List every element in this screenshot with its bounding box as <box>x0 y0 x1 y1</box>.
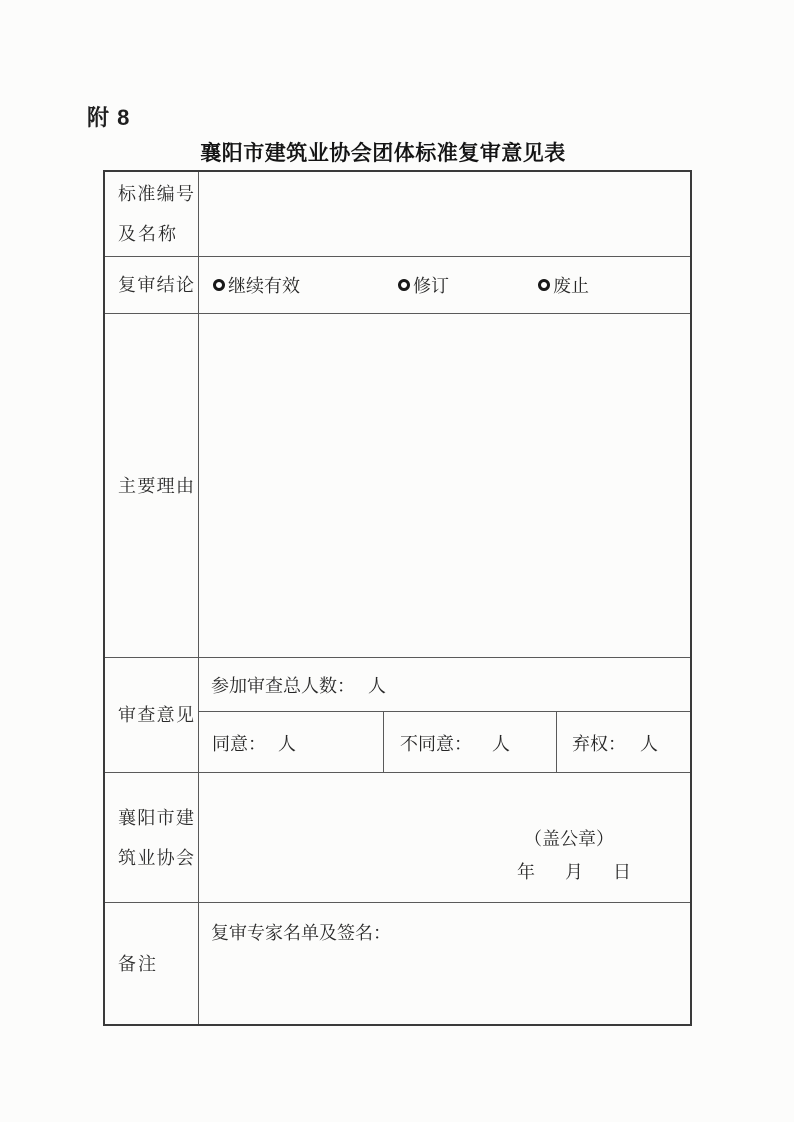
remark-label: 备注 <box>118 953 158 974</box>
option-continue-valid-label: 继续有效 <box>228 276 300 296</box>
vote-abstain-unit: 人 <box>640 733 658 754</box>
review-opinion-table <box>103 170 692 1026</box>
standard-label-line1: 标准编号 <box>118 184 194 204</box>
total-participants-row <box>199 658 690 712</box>
reason-label-cell <box>105 314 199 657</box>
row-remark <box>105 903 690 1024</box>
form-title: 襄阳市建筑业协会团体标准复审意见表 <box>200 142 566 165</box>
option-abolish-label: 废止 <box>553 276 589 296</box>
standard-value-cell <box>199 172 690 256</box>
vote-agree-label: 同意： <box>212 733 266 754</box>
vote-disagree-cell <box>384 712 557 773</box>
attachment-number: 附 8 <box>87 105 131 130</box>
option-revise-label: 修订 <box>413 276 449 296</box>
row-review-conclusion <box>105 257 690 314</box>
association-seal-cell <box>199 773 690 902</box>
remark-label-cell <box>105 903 199 1024</box>
vote-breakdown-row <box>199 712 690 773</box>
reason-label: 主要理由 <box>118 475 194 496</box>
total-participants-unit: 人 <box>368 675 386 696</box>
total-participants-label: 参加审查总人数： <box>211 675 355 696</box>
review-detail-cell <box>199 658 690 772</box>
association-label-cell <box>105 773 199 902</box>
vote-disagree-label: 不同意： <box>400 733 472 754</box>
reason-value-cell <box>199 314 690 657</box>
option-abolish <box>538 272 589 298</box>
remark-content-cell <box>199 903 690 1024</box>
radio-bullet-icon <box>398 279 410 291</box>
row-association-seal <box>105 773 690 903</box>
row-review-opinion <box>105 658 690 773</box>
option-revise <box>398 272 449 298</box>
date-line: 年 月 日 <box>517 862 637 882</box>
radio-bullet-icon <box>213 279 225 291</box>
seal-date-block <box>199 773 690 902</box>
seal-note: （盖公章） <box>524 829 614 849</box>
radio-bullet-icon <box>538 279 550 291</box>
conclusion-label-cell <box>105 257 199 313</box>
vote-abstain-label: 弃权： <box>572 733 626 754</box>
conclusion-options-cell <box>199 257 690 313</box>
vote-agree-unit: 人 <box>278 733 296 754</box>
conclusion-options <box>199 257 690 313</box>
vote-abstain-cell <box>557 712 690 773</box>
row-main-reason <box>105 314 690 658</box>
conclusion-label: 复审结论 <box>118 275 194 295</box>
vote-disagree-unit: 人 <box>492 733 510 754</box>
option-continue-valid <box>213 272 300 298</box>
association-label-line2: 筑业协会 <box>118 847 194 868</box>
review-label-cell <box>105 658 199 772</box>
association-label-line1: 襄阳市建 <box>118 807 194 828</box>
row-standard-number-name <box>105 172 690 257</box>
vote-agree-cell <box>199 712 384 773</box>
review-label: 审查意见 <box>118 705 194 725</box>
expert-signature-heading: 复审专家名单及签名： <box>211 923 391 943</box>
standard-label-cell <box>105 172 199 256</box>
standard-label-line2: 及名称 <box>118 224 178 244</box>
